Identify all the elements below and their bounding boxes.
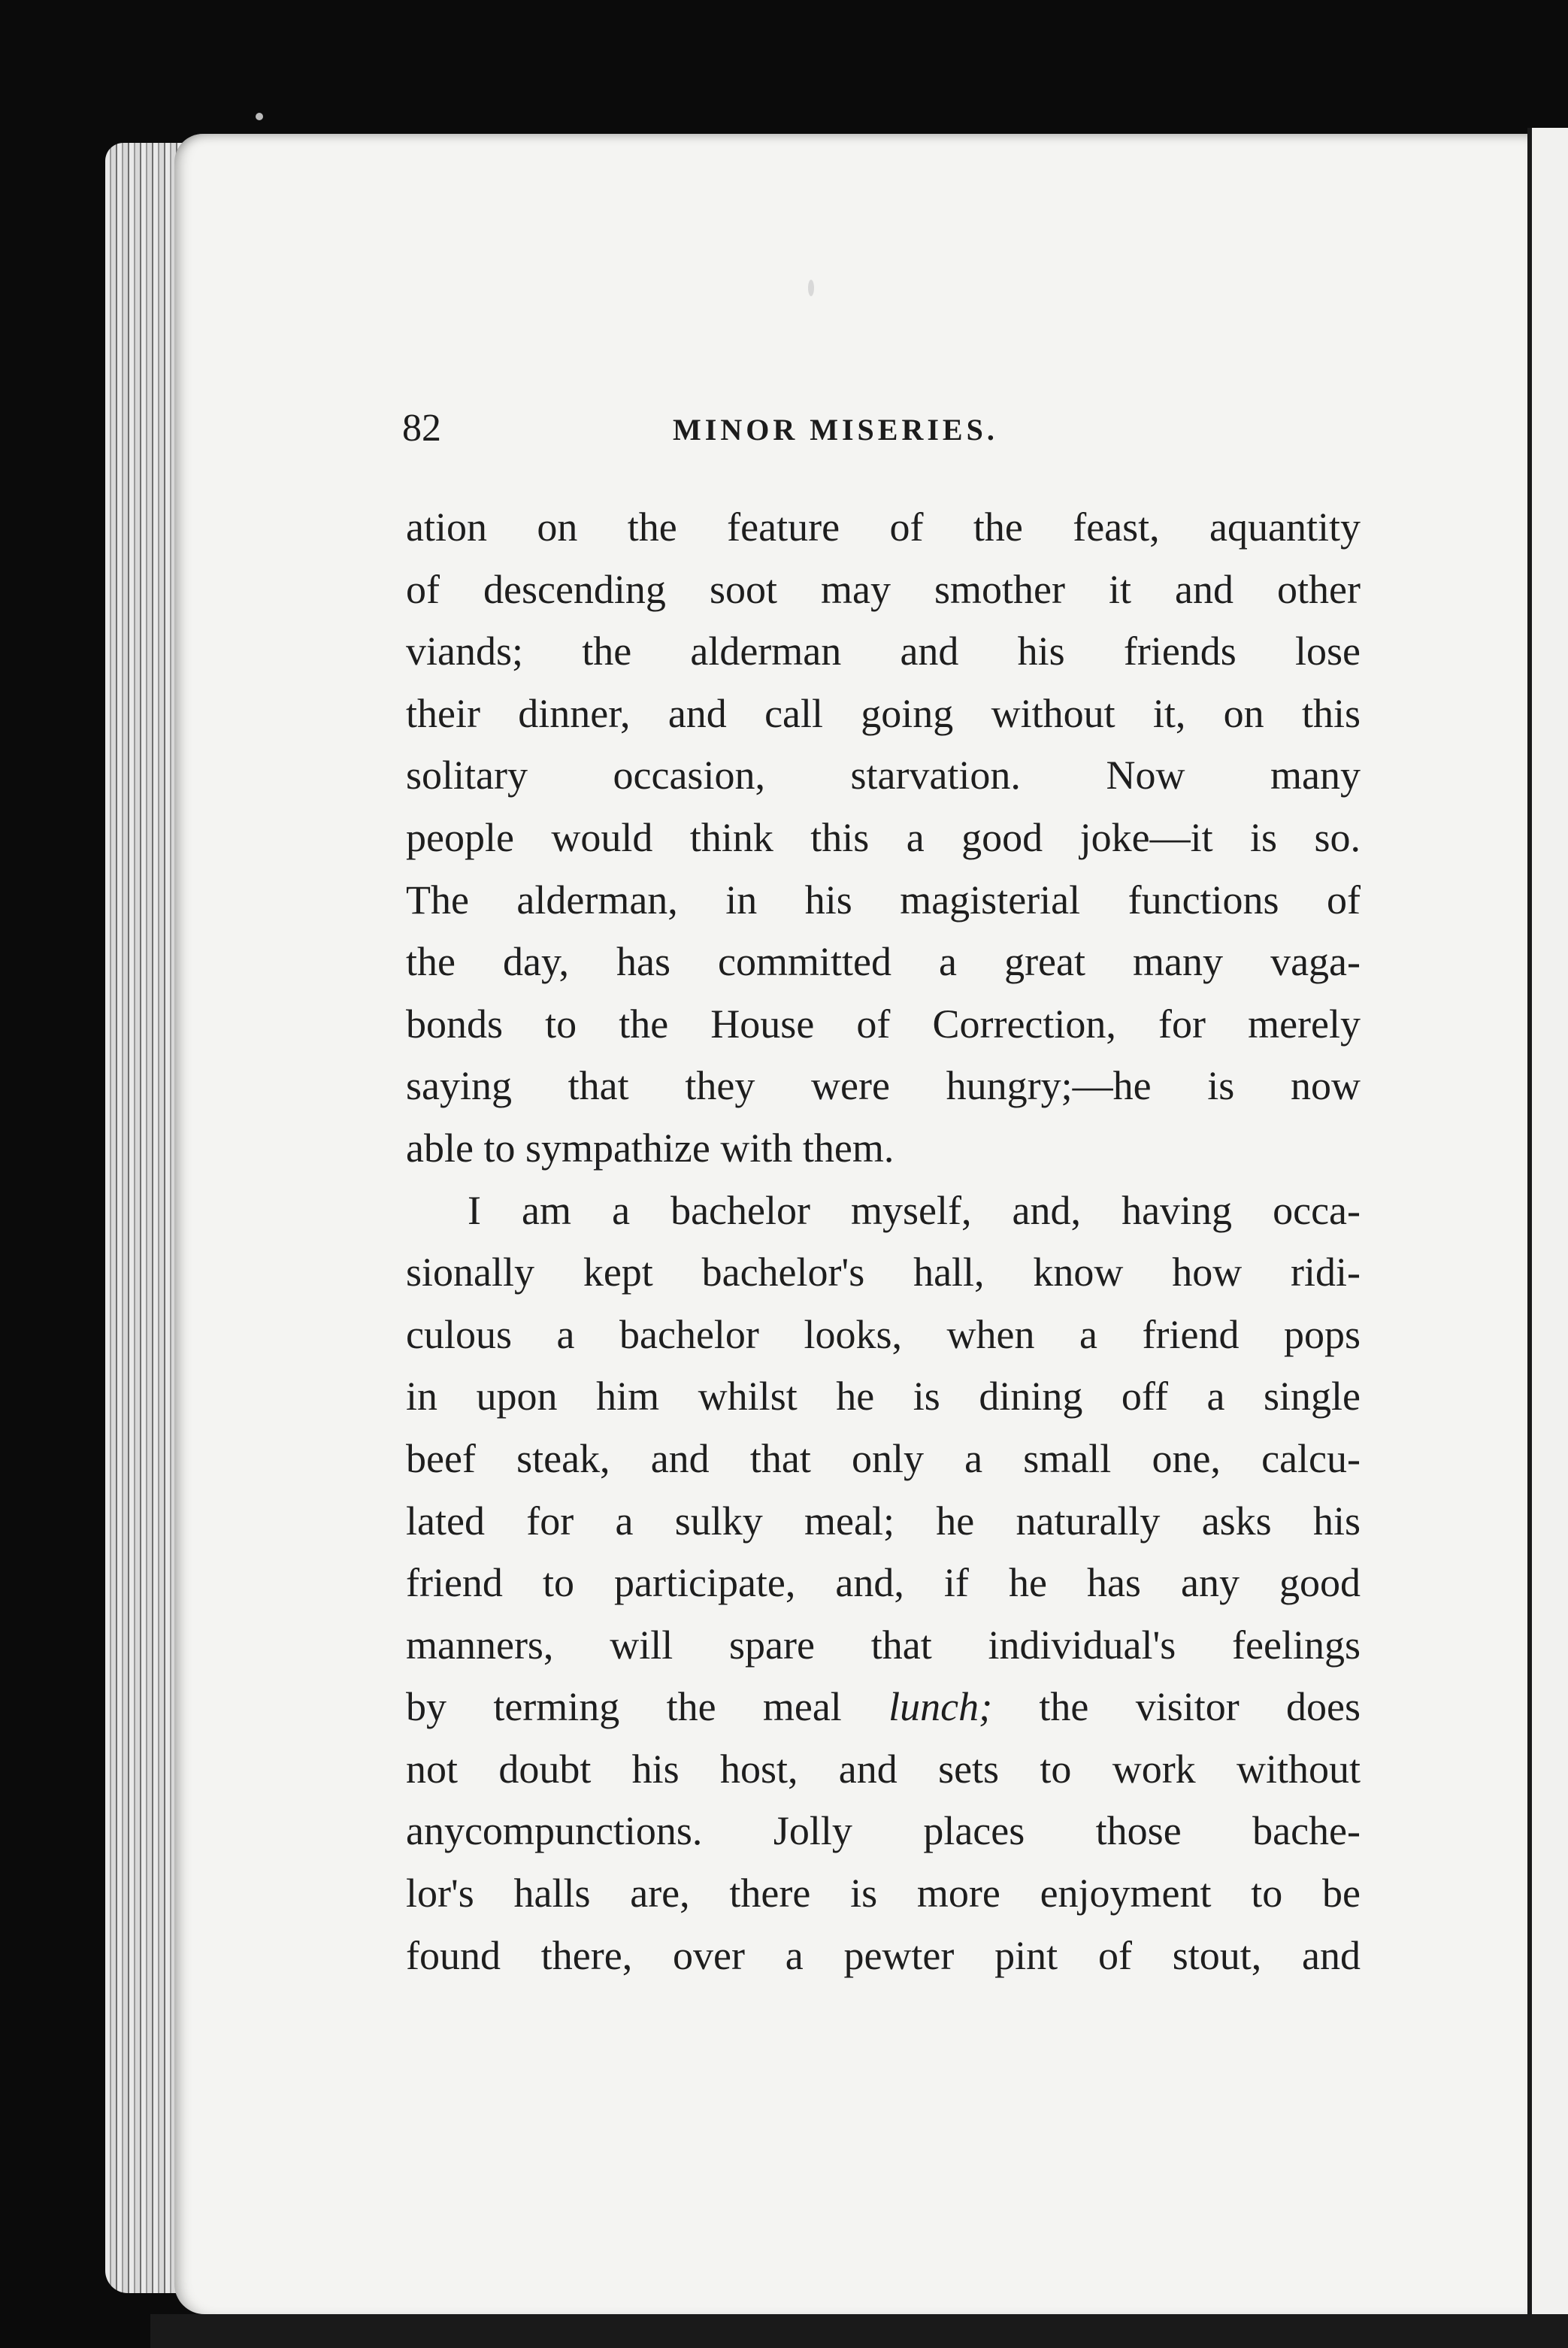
- text-line: their dinner, and call going without it, on this: [406, 690, 1361, 736]
- text-line: the day, has committed a great many vaga-: [406, 939, 1361, 985]
- text-line: lor's halls are, there is more enjoyment to be: [406, 1871, 1361, 1916]
- text-line: manners, will spare that individual's feelings: [406, 1622, 1361, 1668]
- text-line: saying that they were hungry;—he is now: [406, 1063, 1361, 1109]
- running-title: MINOR MISERIES.: [673, 413, 998, 447]
- scan-speck: [808, 280, 814, 296]
- text-line: I am a bachelor myself, and, having occa-: [468, 1187, 1361, 1233]
- text-line: people would think this a good joke—it is so.: [406, 814, 1361, 860]
- text-line: The alderman, in his magisterial functions of: [406, 877, 1361, 923]
- body-text: [406, 496, 1361, 1986]
- text-line: sionally kept bachelor's hall, know how ridi-: [406, 1250, 1361, 1295]
- text-line: anycompunctions. Jolly places those bache-: [406, 1808, 1361, 1854]
- text-line: of descending soot may smother it and other: [406, 566, 1361, 612]
- text-run: the visitor does: [992, 1684, 1361, 1730]
- scan-speck: [256, 113, 263, 120]
- text-line: found there, over a pewter pint of stout, and: [406, 1932, 1361, 1978]
- scan-bottom-border: [150, 2314, 1568, 2348]
- text-run: by terming the meal: [406, 1684, 889, 1730]
- italic-word: lunch;: [888, 1684, 993, 1730]
- page-number: 82: [402, 407, 441, 450]
- text-line: culous a bachelor looks, when a friend pops: [406, 1311, 1361, 1357]
- text-line: not doubt his host, and sets to work without: [406, 1746, 1361, 1792]
- text-line: solitary occasion, starvation. Now many: [406, 753, 1361, 798]
- facing-page-edge: [1527, 128, 1568, 2338]
- text-line: in upon him whilst he is dining off a single: [406, 1374, 1361, 1419]
- text-line: friend to participate, and, if he has any good: [406, 1560, 1361, 1606]
- text-line: ation on the feature of the feast, aquantity: [406, 504, 1361, 550]
- text-line: bonds to the House of Correction, for merely: [406, 1001, 1361, 1047]
- text-line: able to sympathize with them.: [406, 1125, 894, 1171]
- text-line-with-italic: [406, 1676, 1361, 1738]
- running-header: [402, 406, 1379, 459]
- text-line: lated for a sulky meal; he naturally asks his: [406, 1498, 1361, 1544]
- text-line: viands; the alderman and his friends lose: [406, 629, 1361, 674]
- text-line: beef steak, and that only a small one, calcu-: [406, 1435, 1361, 1481]
